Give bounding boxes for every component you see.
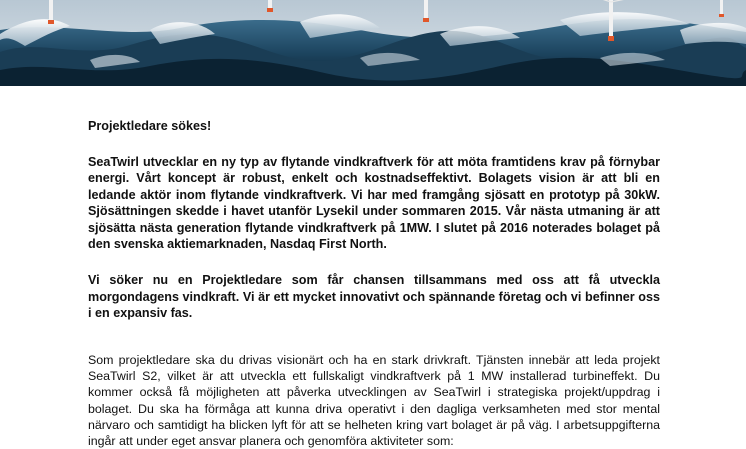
page-title: Projektledare sökes! (88, 119, 212, 133)
stormy-sea-wind-turbines-icon (0, 0, 746, 86)
intro-paragraph: SeaTwirl utvecklar en ny typ av flytande vindkraftverk för att möta framtidens krav på förnybar energi. Vårt koncept är robust, enkelt och kostnadseffektivt. Bolagets vision är att bli en ledande aktör inom flytande vindkraftverk. Vi har med framgång sjösatt en prototyp på 30kW. Sjösättningen skedde i havet utanför Lysekil under sommaren 2015. Vår nästa utmaning är att sjösätta nästa generation flytande vindkraftverk på 1MW. I slutet på 2016 noterades bolaget på den svenska aktiemarknaden, Nasdaq First North. (88, 155, 660, 252)
search-paragraph: Vi söker nu en Projektledare som får chansen tillsammans med oss att få utveckla morgondagens vindkraft. Vi är ett mycket innovativt och spännande företag och vi befinner oss i en expansiv fas. (88, 273, 660, 321)
document-body (88, 118, 660, 449)
header-banner (0, 0, 746, 86)
role-paragraph: Som projektledare ska du drivas visionärt och ha en stark drivkraft. Tjänsten innebär att leda projekt SeaTwirl S2, vilket är att utveckla ett fullskaligt vindkraftverk på 1 MW installerad turbineffekt. Du kommer också få möjligheten att påverka utvecklingen av SeaTwirl i strategiska projekt/uppdrag i bolaget. Du ska ha förmåga att kunna driva operativt i den dagliga verksamheten med stor mental närvaro och samtidigt ha blicken lyft för att se helheten kring vart bolaget är på väg. I arbetsuppgifterna ingår att under eget ansvar planera och genomföra aktiviteter som: (88, 352, 660, 449)
